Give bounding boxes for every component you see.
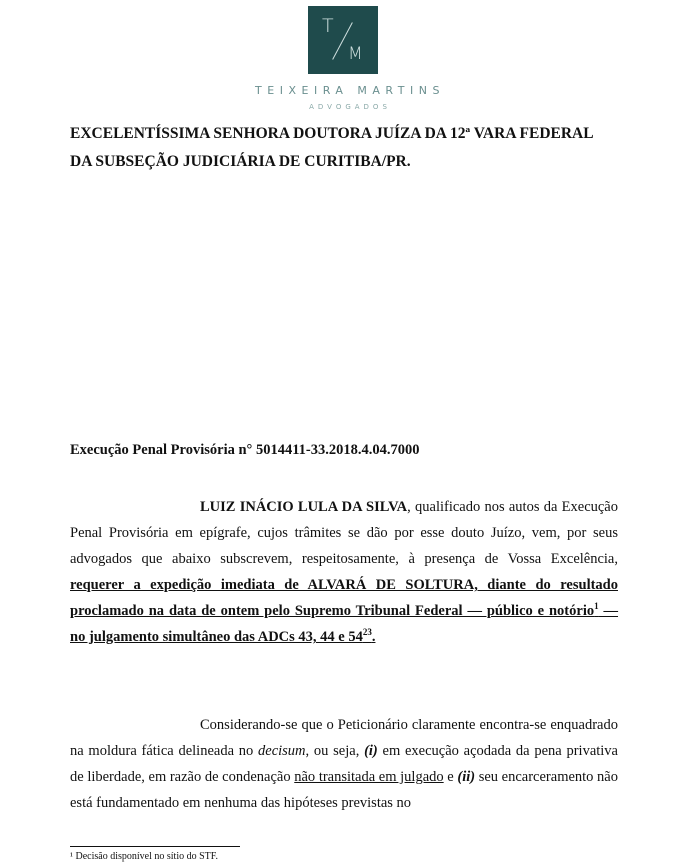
request-end: . [371,629,376,645]
process-reference: Execução Penal Provisória n° 5014411-33.2018.4.04.7000 [70,442,420,458]
paragraph-2-text-a: Considerando-se que o Peticionário claramente encontra-se enquadrado na moldura fática delineada no [70,717,618,759]
footnote-divider [70,846,240,847]
item-i-marker: (i) [364,743,378,759]
request-text-a: requerer a expedição imediata de ALVARÁ DE SOLTURA, diante do resultado proclamado na data de ontem pelo Supremo Tribunal Federal — público e notório [70,577,618,619]
paragraph-2 [70,712,618,816]
logo-letter-t: T [322,15,334,37]
decisum-term: decisum [258,743,306,759]
request-text-b: — no julgamento simultâneo das ADCs 43, 44 e 54 [70,603,619,645]
paragraph-1-text: , qualificado nos autos da Execução Penal Provisória em epígrafe, cujos trâmites se dão por esse douto Juízo, vem, por seus advogados que abaixo subscrevem, respeitosamente, à presença de Vossa Excelência, [70,499,618,567]
paragraph-1 [70,494,618,650]
footnote-ref-23: 23 [362,627,372,638]
paragraph-2-text-d: e [443,769,458,785]
logo-icon [308,6,378,74]
underlined-phrase: não transitada em julgado [294,769,444,785]
logo-letter-m: M [348,44,363,64]
petitioner-name: LUIZ INÁCIO LULA DA SILVA [200,499,408,515]
addressee [70,120,618,176]
addressee-line-1: EXCELENTÍSSIMA SENHORA DOUTORA JUÍZA DA 12ª VARA FEDERAL [70,125,594,142]
item-ii-marker: (ii) [457,769,476,785]
firm-subtitle: ADVOGADOS [309,103,391,111]
paragraph-2-text-c: em execução açodada da pena privativa de liberdade, em razão de condenação [70,743,618,785]
addressee-line-2: DA SUBSEÇÃO JUDICIÁRIA DE CURITIBA/PR. [70,153,411,170]
firm-name: TEIXEIRA MARTINS [255,84,445,97]
paragraph-2-text-e: seu encarceramento não está fundamentado em nenhuma das hipóteses previstas no [70,769,618,811]
request-text [70,577,618,645]
footnote-text: ¹ Decisão disponível no sítio do STF. [70,851,219,862]
paragraph-2-text-b: , ou seja, [305,743,365,759]
footnote-ref-1: 1 [594,601,599,612]
